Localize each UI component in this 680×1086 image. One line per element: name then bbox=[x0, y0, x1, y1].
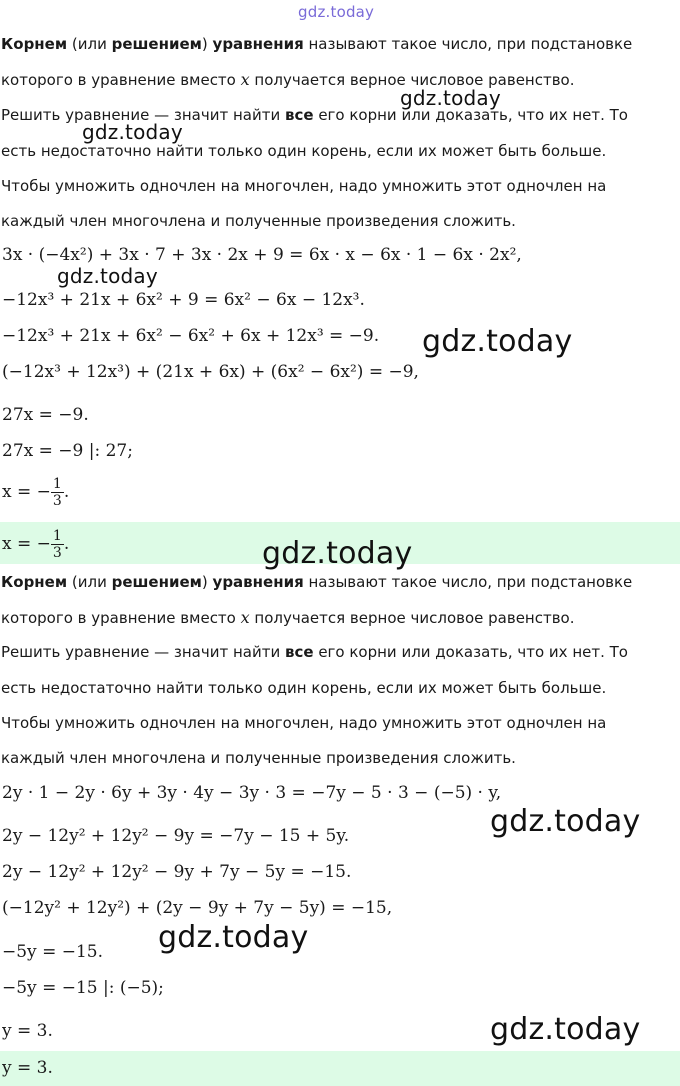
solution2-step-4: (−12y² + 12y²) + (2y − 9y + 7y − 5y) = −15, bbox=[2, 898, 393, 918]
theory2-line-6: каждый член многочлена и полученные произведения сложить. bbox=[1, 749, 516, 767]
watermark: gdz.today bbox=[57, 264, 158, 288]
watermark: gdz.today bbox=[262, 536, 413, 571]
theory2-line-5: Чтобы умножить одночлен на многочлен, надо умножить этот одночлен на bbox=[1, 714, 607, 732]
watermark-top: gdz.today bbox=[298, 3, 375, 21]
theory2-line-2: которого в уравнение вместо x получается верное числовое равенство. bbox=[1, 608, 575, 627]
solution2-step-5: −5y = −15. bbox=[2, 942, 103, 962]
solution2-step-2: 2y − 12y² + 12y² − 9y = −7y − 15 + 5y. bbox=[2, 826, 350, 846]
solution2-step-1: 2y · 1 − 2y · 6y + 3y · 4y − 3y · 3 = −7y − 5 · 3 − (−5) · y, bbox=[2, 783, 502, 803]
solution1-step-3: −12x³ + 21x + 6x² − 6x² + 6x + 12x³ = −9. bbox=[2, 326, 380, 346]
theory2-line-4: есть недостаточно найти только один корень, если их может быть больше. bbox=[1, 679, 607, 697]
solution1-step-4: (−12x³ + 12x³) + (21x + 6x) + (6x² − 6x²) = −9, bbox=[2, 362, 419, 382]
watermark: gdz.today bbox=[82, 120, 183, 144]
theory-line-6: каждый член многочлена и полученные произведения сложить. bbox=[1, 212, 516, 230]
solution2-answer: y = 3. bbox=[2, 1058, 53, 1078]
theory-line-1: Корнем (или решением) уравнения называют такое число, при подстановке bbox=[1, 35, 633, 53]
theory-line-2: которого в уравнение вместо x получается верное числовое равенство. bbox=[1, 70, 575, 89]
solution2-step-3: 2y − 12y² + 12y² − 9y + 7y − 5y = −15. bbox=[2, 862, 352, 882]
solution1-step-5: 27x = −9. bbox=[2, 405, 89, 425]
fraction: $\frac{1}{3}$ bbox=[52, 528, 62, 561]
solution1-step-6: 27x = −9 |: 27; bbox=[2, 441, 133, 461]
watermark: gdz.today bbox=[400, 86, 501, 110]
solution1-step-2: −12x³ + 21x + 6x² + 9 = 6x² − 6x − 12x³. bbox=[2, 290, 365, 310]
theory2-line-1: Корнем (или решением) уравнения называют такое число, при подстановке bbox=[1, 573, 633, 591]
solution2-step-6: −5y = −15 |: (−5); bbox=[2, 978, 164, 998]
watermark: gdz.today bbox=[490, 804, 641, 839]
solution1-answer: x = − $\frac{1}{3}$ . bbox=[2, 528, 70, 561]
solution2-result: y = 3. bbox=[2, 1021, 53, 1041]
watermark: gdz.today bbox=[158, 920, 309, 955]
solution1-step-1: 3x · (−4x²) + 3x · 7 + 3x · 2x + 9 = 6x · x − 6x · 1 − 6x · 2x², bbox=[2, 245, 522, 265]
theory-line-4: есть недостаточно найти только один корень, если их может быть больше. bbox=[1, 142, 607, 160]
watermark: gdz.today bbox=[422, 324, 573, 359]
watermark: gdz.today bbox=[490, 1012, 641, 1047]
theory-line-5: Чтобы умножить одночлен на многочлен, надо умножить этот одночлен на bbox=[1, 177, 607, 195]
theory-line-3: Решить уравнение — значит найти все его корни или доказать, что их нет. То bbox=[1, 106, 628, 124]
solution1-result: x = − $\frac{1}{3}$ . bbox=[2, 476, 70, 509]
theory2-line-3: Решить уравнение — значит найти все его корни или доказать, что их нет. То bbox=[1, 643, 628, 661]
fraction: $\frac{1}{3}$ bbox=[52, 476, 62, 509]
